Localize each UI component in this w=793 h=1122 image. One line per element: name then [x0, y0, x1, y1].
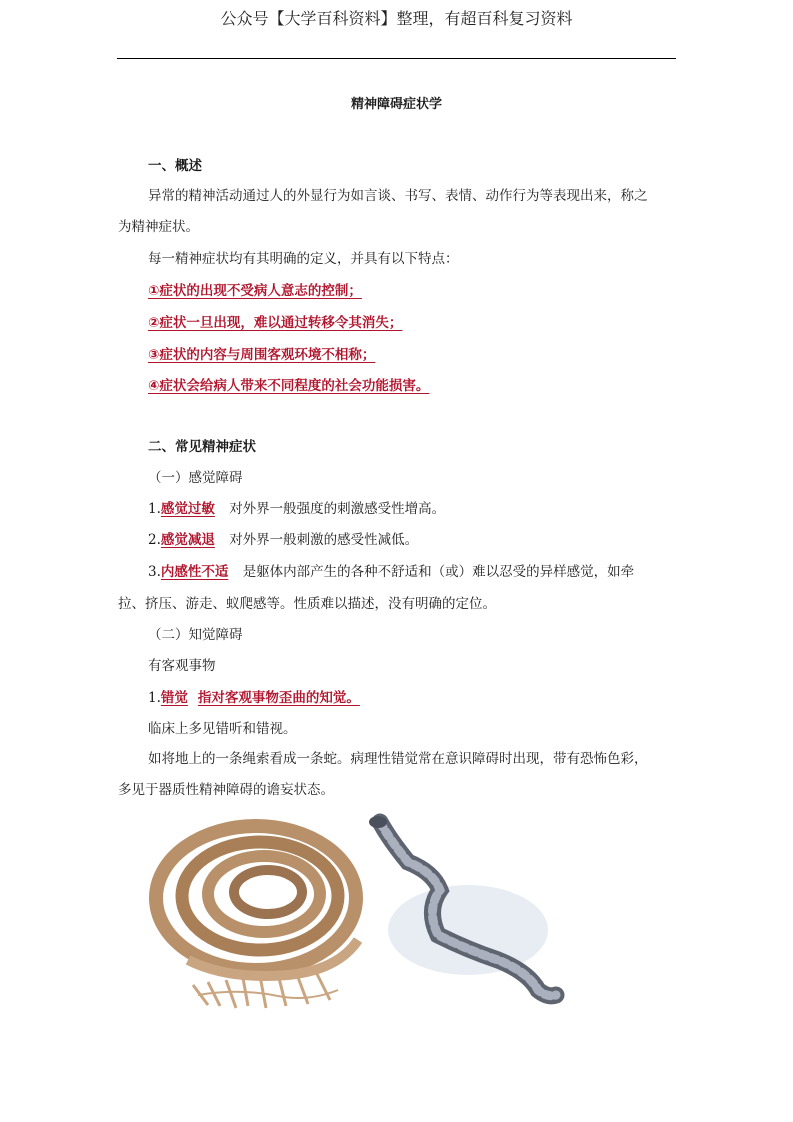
example-line2: 多见于器质性精神障碍的谵妄状态。 [118, 782, 334, 798]
term-hyperesthesia: 感觉过敏 [160, 501, 215, 517]
snake-image [369, 816, 556, 996]
illusion-item [148, 686, 360, 706]
header-rule [117, 58, 676, 59]
document-title: 精神障碍症状学 [350, 97, 442, 112]
term-internal-discomfort: 内感性不适 [160, 564, 229, 580]
sensory-item-1 [148, 497, 445, 517]
rope-snake-illustration [148, 810, 608, 1010]
item-number: 2. [148, 532, 161, 548]
example-line1: 如将地上的一条绳索看成一条蛇。病理性错觉常在意识障碍时出现，带有恐怖色彩， [148, 751, 648, 767]
item-number: 1. [148, 690, 161, 706]
feature-item-2: ②症状一旦出现，难以通过转移令其消失； [148, 315, 403, 331]
feature-item-1: ①症状的出现不受病人意志的控制； [148, 283, 362, 299]
sensory-item-3-continuation: 拉、挤压、游走、蚁爬感等。性质难以描述，没有明确的定位。 [118, 596, 496, 612]
section1-heading: 一、概述 [148, 158, 202, 174]
overview-para1-line2: 为精神症状。 [118, 219, 199, 235]
illustration-area [148, 810, 608, 1010]
page-header: 公众号【大学百科资料】整理，有超百科复习资料 [220, 9, 573, 28]
item-number: 3. [148, 564, 161, 580]
sensory-item-3 [148, 560, 634, 580]
feature-item-3: ③症状的内容与周围客观环境不相称； [148, 347, 376, 363]
feature-item-4: ④症状会给病人带来不同程度的社会功能损害。 [148, 378, 430, 394]
rope-image [156, 826, 358, 1008]
definition-text: 对外界一般刺激的感受性减低。 [229, 532, 419, 548]
item-number: 1. [148, 501, 161, 517]
sensory-item-2 [148, 528, 418, 548]
overview-para2: 每一精神症状均有其明确的定义，并具有以下特点： [148, 251, 459, 267]
objective-things-label: 有客观事物 [148, 658, 216, 674]
definition-text: 是躯体内部产生的各种不舒适和（或）难以忍受的异样感觉，如牵 [242, 564, 635, 580]
subsection-perception: （二）知觉障碍 [148, 627, 243, 643]
section2-heading: 二、常见精神症状 [148, 439, 256, 455]
subsection-sensory: （一）感觉障碍 [148, 470, 243, 486]
definition-text: 对外界一般强度的刺激感受性增高。 [229, 501, 446, 517]
term-illusion: 错觉 [160, 690, 188, 706]
illusion-definition: 指对客观事物歪曲的知觉。 [197, 690, 360, 706]
term-hypoesthesia: 感觉减退 [160, 532, 215, 548]
clinical-note: 临床上多见错听和错视。 [148, 721, 297, 737]
overview-para1-line1: 异常的精神活动通过人的外显行为如言谈、书写、表情、动作行为等表现出来，称之 [148, 188, 648, 204]
